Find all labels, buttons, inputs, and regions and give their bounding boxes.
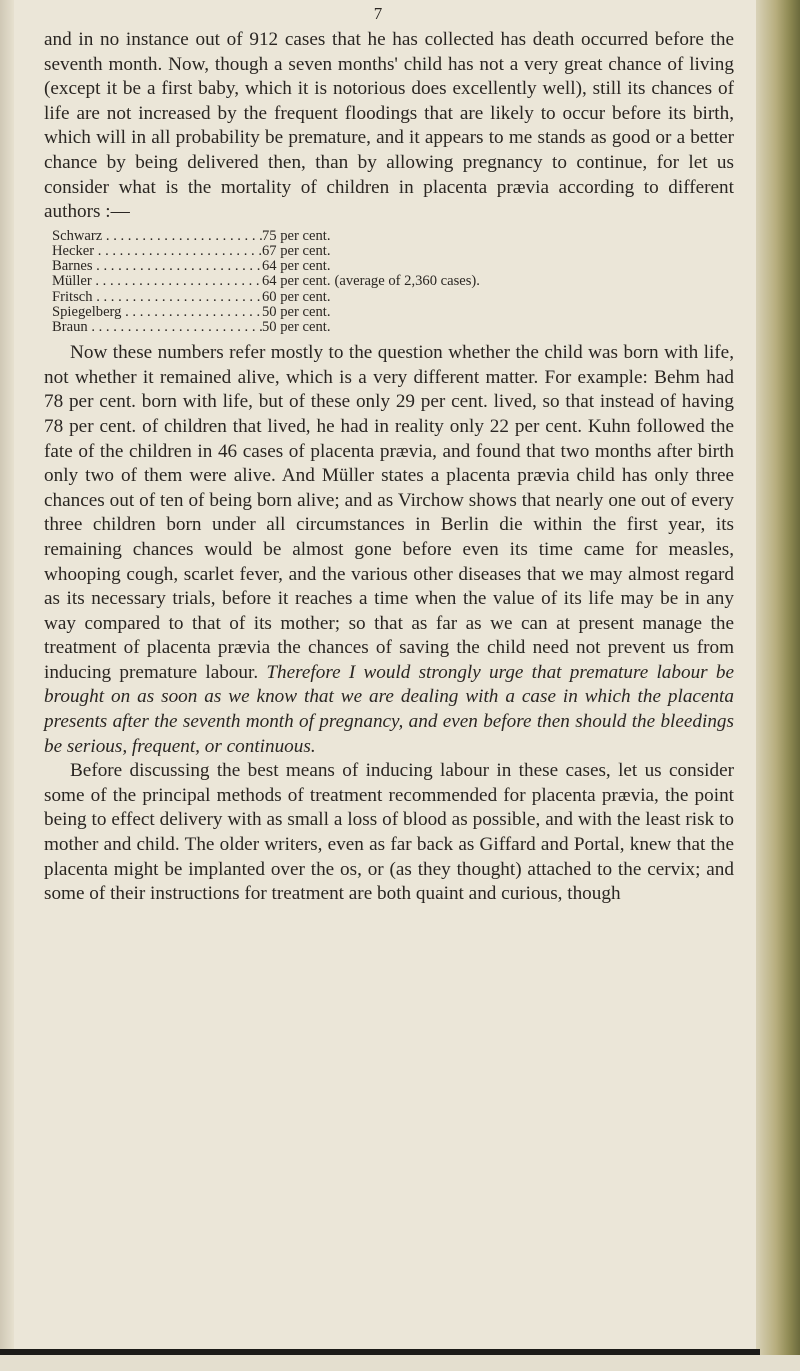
mortality-value: 67 per cent. [262,242,331,259]
table-row [52,290,734,305]
mortality-value: 75 per cent. [262,227,331,244]
page-left-edge [0,0,14,1371]
author-name: Barnes . . . [52,259,262,274]
table-row [52,259,734,274]
author-name: Schwarz . . . [52,229,262,244]
paragraph-3: Before discussing the best means of inducing labour in these cases, let us consider some of the principal methods of treatment recommended for placenta prævia, the point being to effect delivery with as small a loss of blood as possible, and with the least risk to mother and child. The older writers, even as far back as Giffard and Portal, knew that the placenta might be implanted over the os, or (as they thought) attached to the cervix; and some of their instructions for treatment are both quaint and curious, though [44,760,734,905]
page-binding-edge [756,0,800,1371]
mortality-value: 64 per cent. [262,258,331,275]
mortality-value: 60 per cent. [262,288,331,305]
mortality-value: 50 per cent. [262,318,331,335]
author-name: Hecker . . . [52,244,262,259]
author-name: Spiegelberg . . . [52,305,262,320]
table-row [52,274,734,289]
table-row [52,305,734,320]
mortality-value: 50 per cent. [262,303,331,320]
paragraph-1: and in no instance out of 912 cases that he has collected has death occurred before the seventh month. Now, though a seven months' child has not a very great chance of living (except it be a first baby, which it is notorious does excellently well), still its chances of life are not increased by the frequent floodings that are likely to occur before its birth, which will in all probability be premature, and it appears to me stands as good or a better chance by being delivered then, than by allowing pregnancy to continue, for let us consider what is the mortality of children in placenta prævia according to different authors :— [44,29,734,223]
table-row [52,320,734,335]
mortality-value: 64 per cent. [262,273,331,290]
page-body [44,28,734,907]
paragraph-2-emphasis: Therefore I would strongly urge that premature labour be brought on as soon as we know that we are dealing with a case in which the placenta presents after the seventh month of pregnancy, and even before then should the bleedings be serious, frequent, or continuous. [44,661,734,757]
author-name: Fritsch . . . [52,290,262,305]
mortality-note: (average of 2,360 cases). [334,273,480,290]
paragraph-2 [44,341,734,759]
table-row [52,244,734,259]
author-name: Braun . . . [52,320,262,335]
table-row [52,229,734,244]
page-bottom-edge [0,1355,800,1371]
paragraph-2-text: Now these numbers refer mostly to the question whether the child was born with life, not whether it remained alive, which is a very different matter. For example: Behm had 78 per cent. born with life, but of these only 29 per cent. lived, so that instead of having 78 per cent. of children that lived, he had in reality only 22 per cent. Kuhn followed the fate of the children in 46 cases of placenta prævia, and found that two months after birth only two of them were alive. And Müller states a placenta prævia child has only three chances out of ten of being born alive; and as Virchow shows that nearly one out of every three children born under all circumstances in Berlin die within the first year, its remaining chances would be almost gone before even its time came for measles, whooping cough, scarlet fever, and the various other diseases that we may almost regard as its necessary trials, before it reaches a time when the value of its life may be in any way compared to that of its mother; so that as far as we can at present manage the treatment of placenta prævia the chances of saving the child need not prevent us from inducing premature labour. [44,342,734,683]
page-number: 7 [373,4,383,23]
author-name: Müller . . . [52,274,262,289]
mortality-table [52,229,734,335]
